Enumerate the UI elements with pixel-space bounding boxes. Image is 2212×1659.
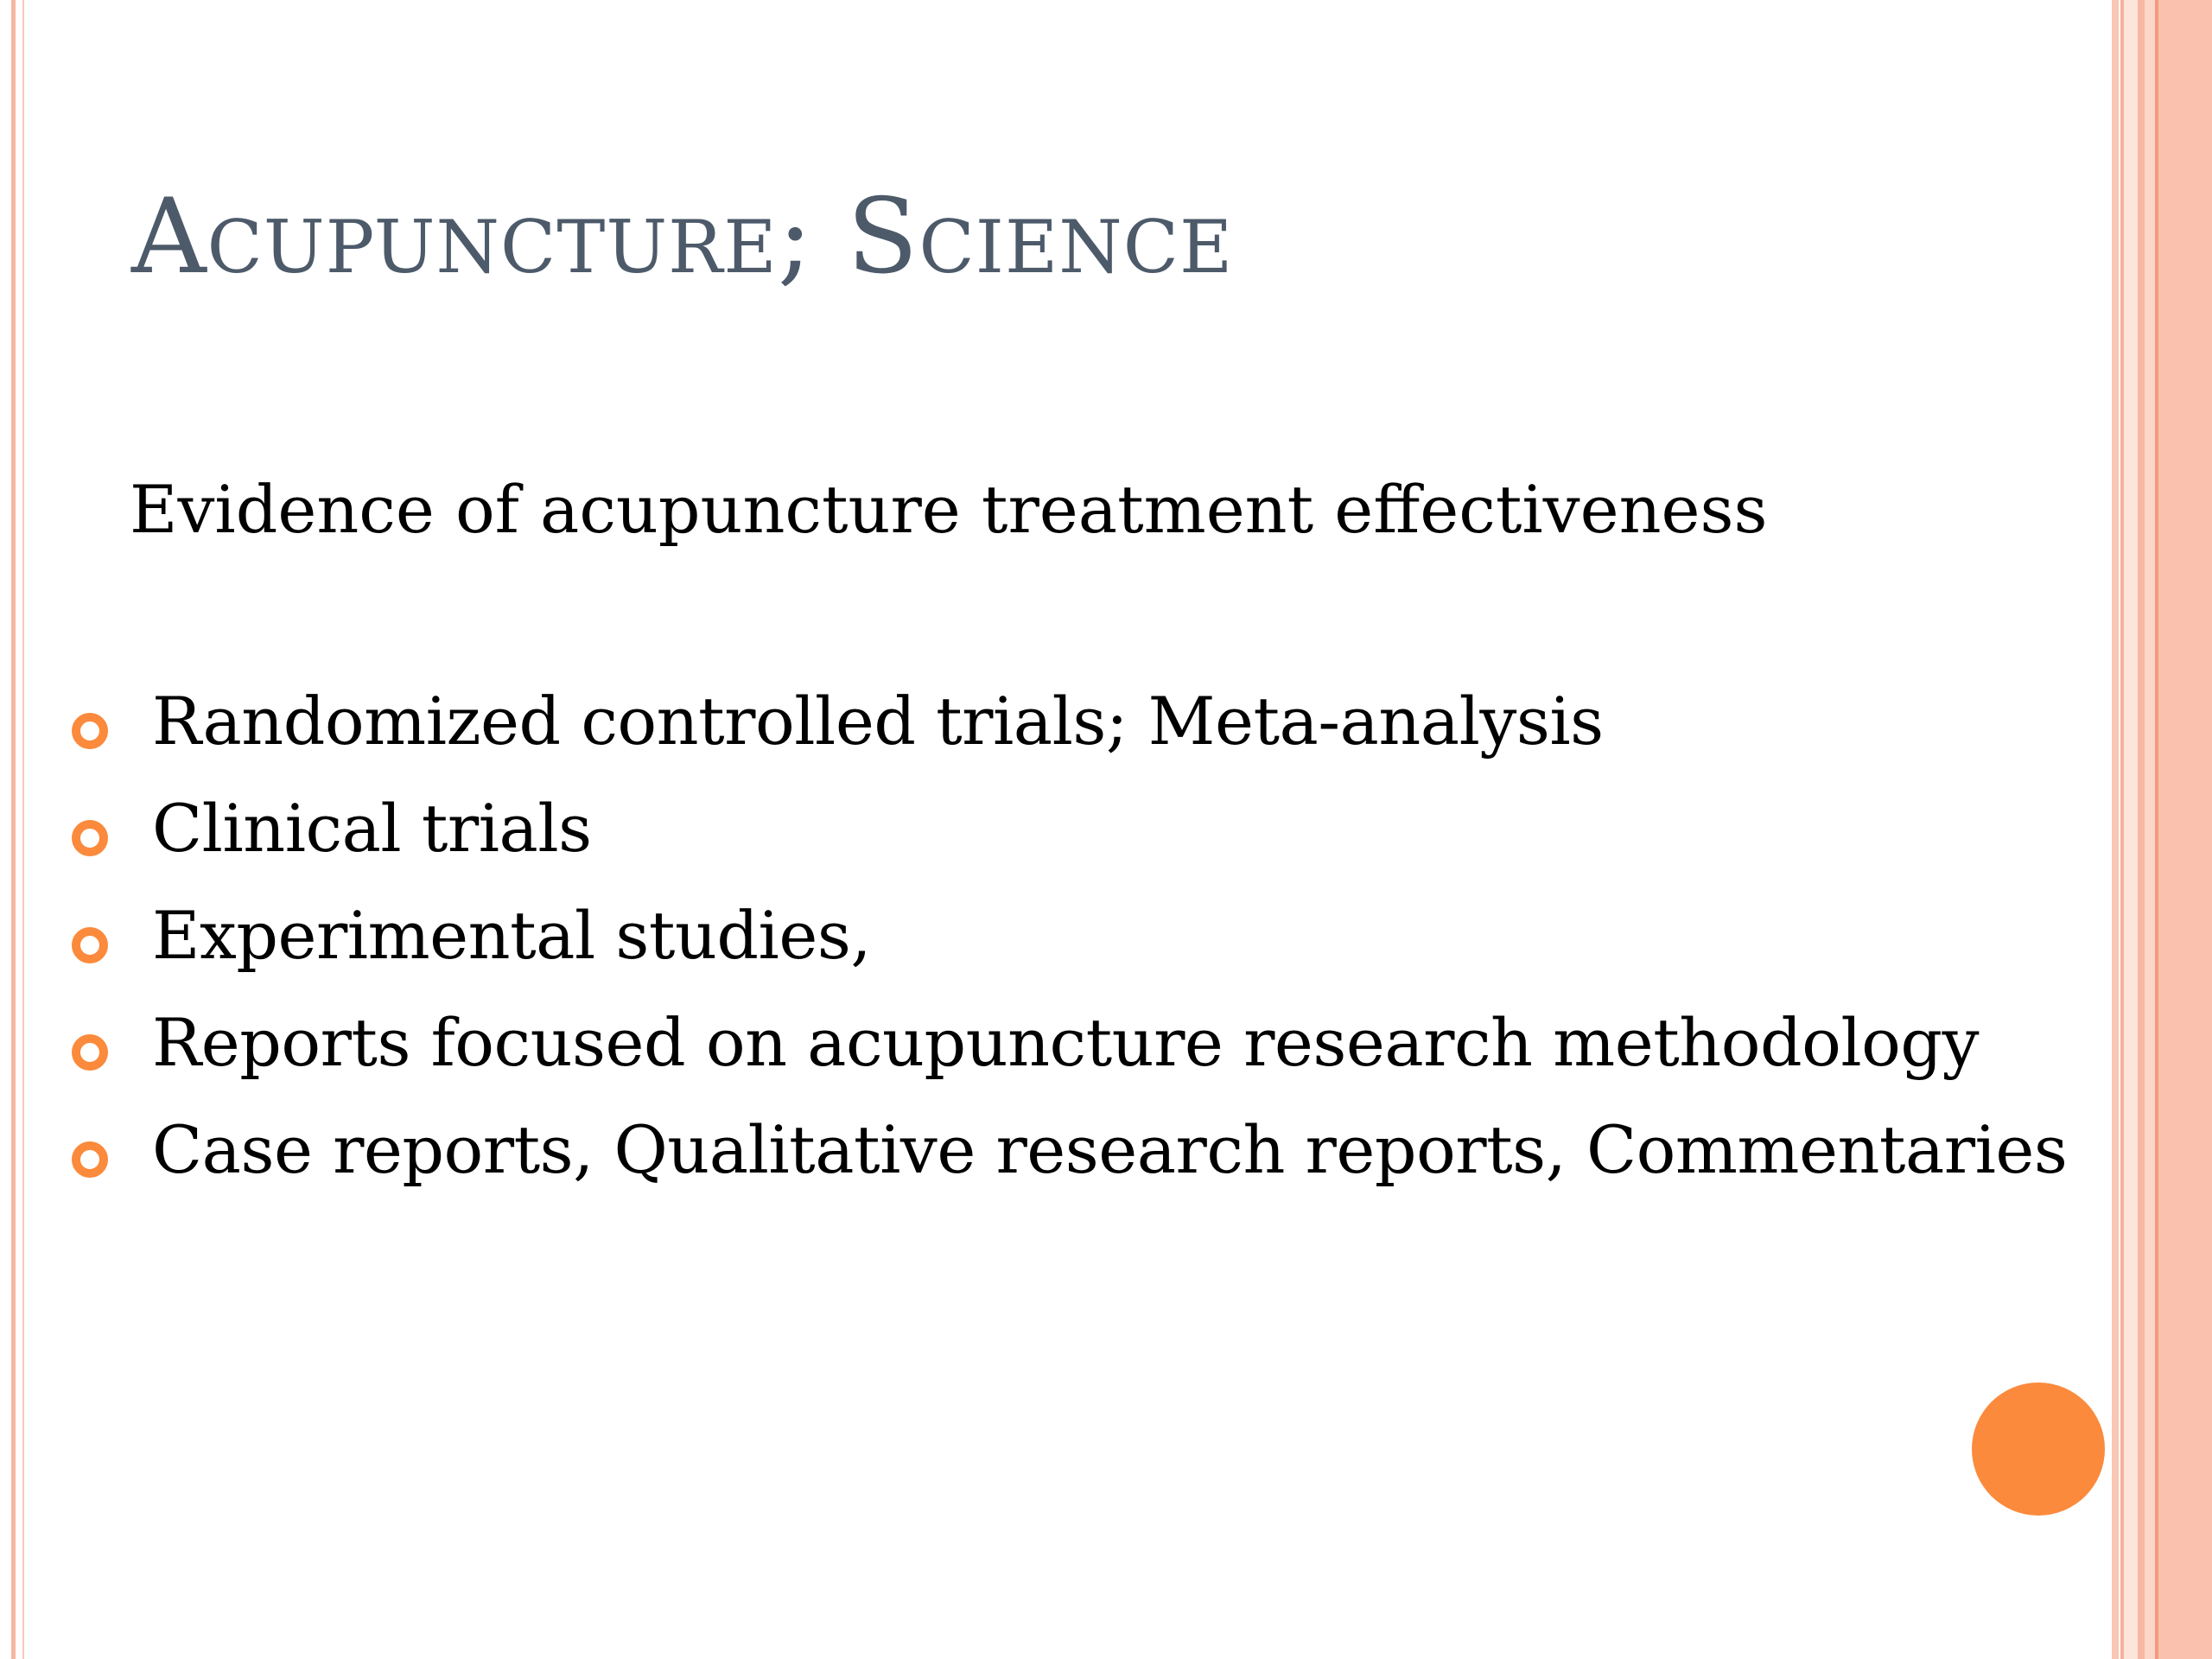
slide-title: Acupuncture; Science [131,177,1234,297]
list-item [0,1107,2212,1214]
list-item [0,785,2212,893]
bullet-text: Case reports, Qualitative research reports, Commentaries [152,1111,2068,1188]
list-item [0,1000,2212,1107]
list-item [0,893,2212,1000]
list-item [0,678,2212,785]
orange-circle-decoration-icon [1972,1382,2105,1516]
bullet-text: Experimental studies, [152,897,871,974]
bullet-circle-icon [72,1034,108,1071]
bullet-circle-icon [72,927,108,963]
bullet-circle-icon [72,1141,108,1178]
bullet-circle-icon [72,713,108,749]
bullet-text: Reports focused on acupuncture research methodology [152,1004,1980,1081]
intro-text: Evidence of acupuncture treatment effectiveness [130,471,1768,548]
bullet-list [0,678,2212,1214]
bullet-circle-icon [72,820,108,856]
bullet-text: Clinical trials [152,790,592,867]
bullet-text: Randomized controlled trials; Meta-analysis [152,683,1604,760]
